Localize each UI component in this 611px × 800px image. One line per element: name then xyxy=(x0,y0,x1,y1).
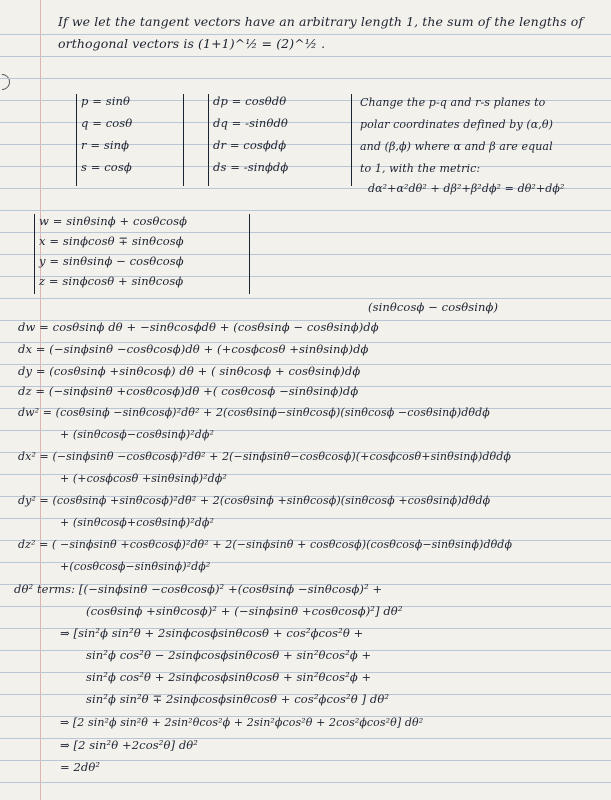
square-dy-cont: + (sinθcosϕ+cosθsinϕ)²dϕ² xyxy=(60,516,214,529)
differential-dy: dy = (cosθsinϕ +sinθcosϕ) dθ + ( sinθcosϕ + cosθsinϕ)dϕ xyxy=(18,364,361,378)
differential-dz: dz = (−sinϕsinθ +cosθcosϕ)dθ +( cosθcosϕ −sinθsinϕ)dϕ xyxy=(18,384,359,398)
note-line-3: and (β,ϕ) where α and β are equal xyxy=(360,140,553,153)
square-dz: dz² = ( −sinϕsinθ +cosθcosϕ)²dθ² + 2(−sinϕsinθ + cosθcosϕ)(cosθcosϕ−sinθsinϕ)dθdϕ xyxy=(18,538,513,551)
terms-line-5: sin²ϕ cos²θ + 2sinϕcosϕsinθcosθ + sin²θcos²ϕ + xyxy=(86,670,372,684)
margin-line xyxy=(40,0,41,800)
coordinates-box xyxy=(34,214,250,294)
terms-line-7: ⇒ [2 sin²ϕ sin²θ + 2sin²θcos²ϕ + 2sin²ϕcos²θ + 2cos²ϕcos²θ] dθ² xyxy=(60,716,424,729)
terms-line-4: sin²ϕ cos²θ − 2sinϕcosϕsinθcosθ + sin²θcos²ϕ + xyxy=(86,648,372,662)
definition-s: s = cosϕ xyxy=(81,160,132,174)
square-dw: dw² = (cosθsinϕ −sinθcosϕ)²dθ² + 2(cosθsinϕ−sinθcosϕ)(sinθcosϕ −cosθsinϕ)dθdϕ xyxy=(18,406,490,419)
coord-x: x = sinϕcosθ ∓ sinθcosϕ xyxy=(39,234,184,248)
ruled-line xyxy=(0,78,611,79)
definition-dq: dq = -sinθdθ xyxy=(213,116,288,130)
coord-z: z = sinϕcosθ + sinθcosϕ xyxy=(39,274,184,288)
note-line-1: Change the p-q and r-s planes to xyxy=(360,96,546,109)
definition-p: p = sinθ xyxy=(81,94,131,108)
metric-equation: dα²+α²dθ² + dβ²+β²dϕ² = dθ²+dϕ² xyxy=(368,182,565,195)
terms-line-3: ⇒ [sin²ϕ sin²θ + 2sinϕcosϕsinθcosθ + cos²ϕcos²θ + xyxy=(60,626,364,640)
header-line-2: orthogonal vectors is (1+1)^½ = (2)^½ . xyxy=(58,36,326,51)
differential-dx: dx = (−sinϕsinθ −cosθcosϕ)dθ + (+cosϕcosθ +sinθsinϕ)dϕ xyxy=(18,342,369,356)
definition-q: q = cosθ xyxy=(81,116,133,130)
square-dz-cont: +(cosθcosϕ−sinθsinϕ)²dϕ² xyxy=(60,560,211,573)
terms-line-2: (cosθsinϕ +sinθcosϕ)² + (−sinϕsinθ +cosθcosϕ)²] dθ² xyxy=(86,604,403,618)
definition-box-right xyxy=(208,94,352,186)
ruled-line xyxy=(0,210,611,211)
square-dx-cont: + (+cosϕcosθ +sinθsinϕ)²dϕ² xyxy=(60,472,227,485)
ring-hole-mark xyxy=(0,71,13,94)
terms-line-6: sin²ϕ sin²θ ∓ 2sinϕcosϕsinθcosθ + cos²ϕcos²θ ] dθ² xyxy=(86,692,390,706)
square-dx: dx² = (−sinϕsinθ −cosθcosϕ)²dθ² + 2(−sinϕsinθ−cosθcosϕ)(+cosϕcosθ+sinθsinϕ)dθdϕ xyxy=(18,450,511,463)
definition-ds: ds = -sinϕdϕ xyxy=(213,160,289,174)
header-line-1: If we let the tangent vectors have an arbitrary length 1, the sum of the lengths of xyxy=(58,14,584,29)
note-line-2: polar coordinates defined by (α,θ) xyxy=(360,118,553,131)
ruled-line xyxy=(0,298,611,299)
terms-line-8: ⇒ [2 sin²θ +2cos²θ] dθ² xyxy=(60,738,199,752)
definition-dr: dr = cosϕdϕ xyxy=(213,138,287,152)
definition-dp: dp = cosθdθ xyxy=(213,94,287,108)
coord-w: w = sinθsinϕ + cosθcosϕ xyxy=(39,214,188,228)
square-dy: dy² = (cosθsinϕ +sinθcosϕ)²dθ² + 2(cosθsinϕ +sinθcosϕ)(sinθcosϕ +cosθsinϕ)dθdϕ xyxy=(18,494,491,507)
terms-line-1: dθ² terms: [(−sinϕsinθ −cosθcosϕ)² +(cosθsinϕ −sinθcosϕ)² + xyxy=(14,582,383,596)
square-dw-cont: + (sinθcosϕ−cosθsinϕ)²dϕ² xyxy=(60,428,214,441)
terms-result: = 2dθ² xyxy=(60,760,101,774)
ruled-line xyxy=(0,782,611,783)
definition-box-left xyxy=(76,94,184,186)
differential-dw: dw = cosθsinϕ dθ + −sinθcosϕdθ + (cosθsinϕ − cosθsinϕ)dϕ xyxy=(18,320,379,334)
coord-y: y = sinθsinϕ − cosθcosϕ xyxy=(39,254,184,268)
definition-r: r = sinϕ xyxy=(81,138,130,152)
ruled-line xyxy=(0,34,611,35)
dw-annotation: (sinθcosϕ − cosθsinϕ) xyxy=(368,300,499,314)
ruled-line xyxy=(0,56,611,57)
note-line-4: to 1, with the metric: xyxy=(360,162,481,175)
